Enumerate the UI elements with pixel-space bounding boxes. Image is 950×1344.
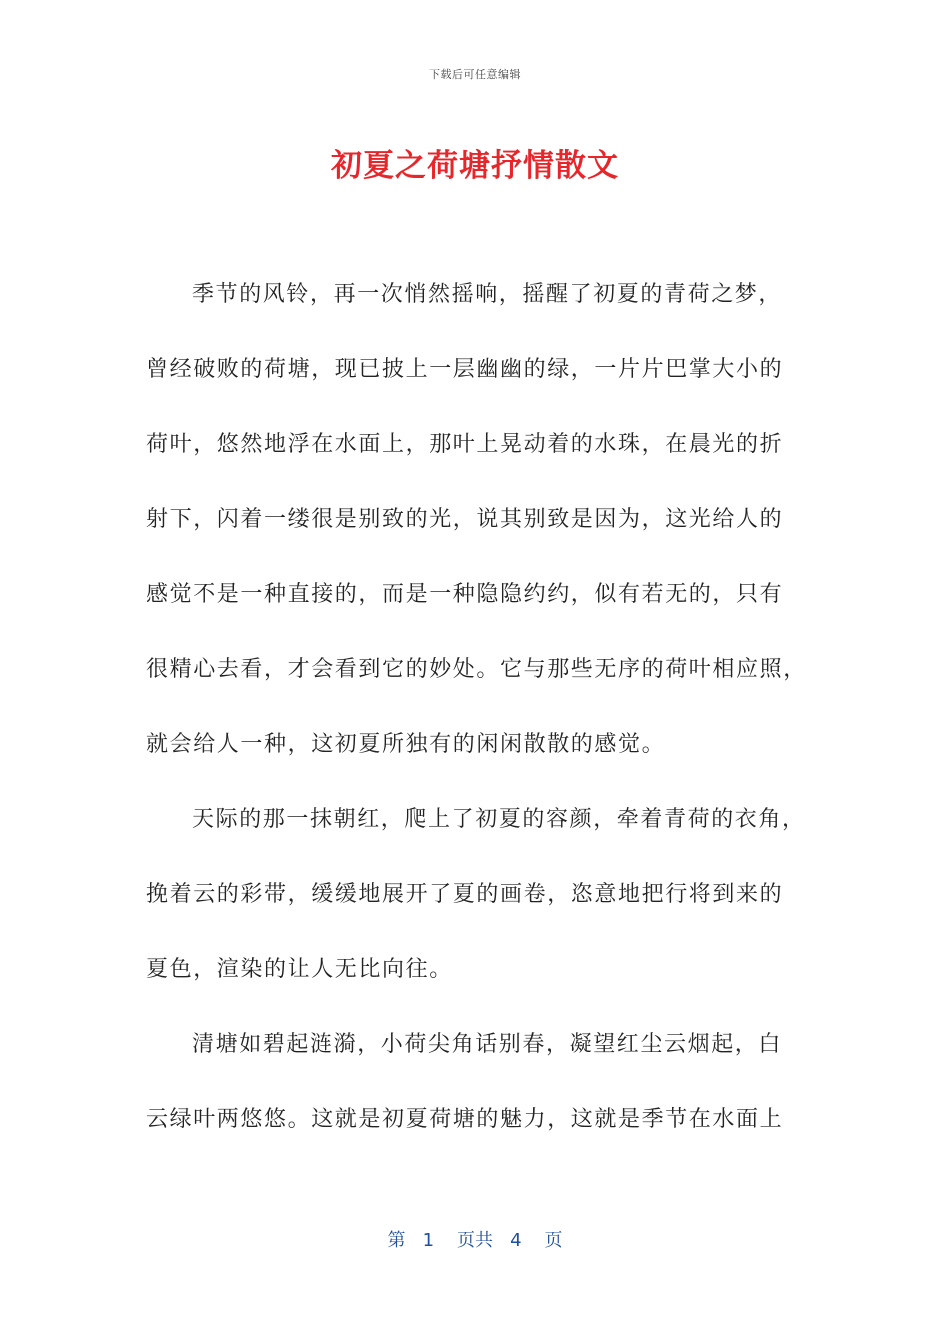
total-pages-number: 4 bbox=[510, 1230, 522, 1251]
text-line: 感觉不是一种直接的，而是一种隐隐约约，似有若无的，只有 bbox=[146, 582, 784, 607]
text-line: 云绿叶两悠悠。这就是初夏荷塘的魅力，这就是季节在水面上 bbox=[146, 1107, 784, 1132]
footer-prefix: 第 bbox=[387, 1230, 406, 1251]
text-line: 天际的那一抹朝红，爬上了初夏的容颜，牵着青荷的衣角， bbox=[192, 807, 806, 832]
text-line: 射下，闪着一缕很是别致的光，说其别致是因为，这光给人的 bbox=[146, 507, 784, 532]
document-title: 初夏之荷塘抒情散文 bbox=[331, 148, 619, 184]
text-line: 季节的风铃，再一次悄然摇响，摇醒了初夏的青荷之梦， bbox=[192, 282, 783, 307]
current-page-number: 1 bbox=[422, 1230, 435, 1251]
text-line: 荷叶，悠然地浮在水面上，那叶上晃动着的水珠，在晨光的折 bbox=[146, 432, 784, 457]
text-line: 夏色，渲染的让人无比向往。 bbox=[146, 957, 453, 982]
footer-suffix: 页 bbox=[544, 1230, 563, 1251]
text-line: 很精心去看，才会看到它的妙处。它与那些无序的荷叶相应照， bbox=[146, 657, 807, 682]
text-line: 就会给人一种，这初夏所独有的闲闲散散的感觉。 bbox=[146, 732, 666, 757]
text-line: 曾经破败的荷塘，现已披上一层幽幽的绿，一片片巴掌大小的 bbox=[146, 357, 784, 382]
article-body bbox=[146, 276, 806, 1176]
footer-middle: 页共 bbox=[457, 1230, 493, 1251]
text-line: 清塘如碧起涟漪，小荷尖角话别春，凝望红尘云烟起，白 bbox=[192, 1032, 783, 1057]
text-line: 挽着云的彩带，缓缓地展开了夏的画卷，恣意地把行将到来的 bbox=[146, 882, 784, 907]
header-note: 下载后可任意编辑 bbox=[429, 68, 521, 81]
page-footer bbox=[0, 1226, 950, 1252]
